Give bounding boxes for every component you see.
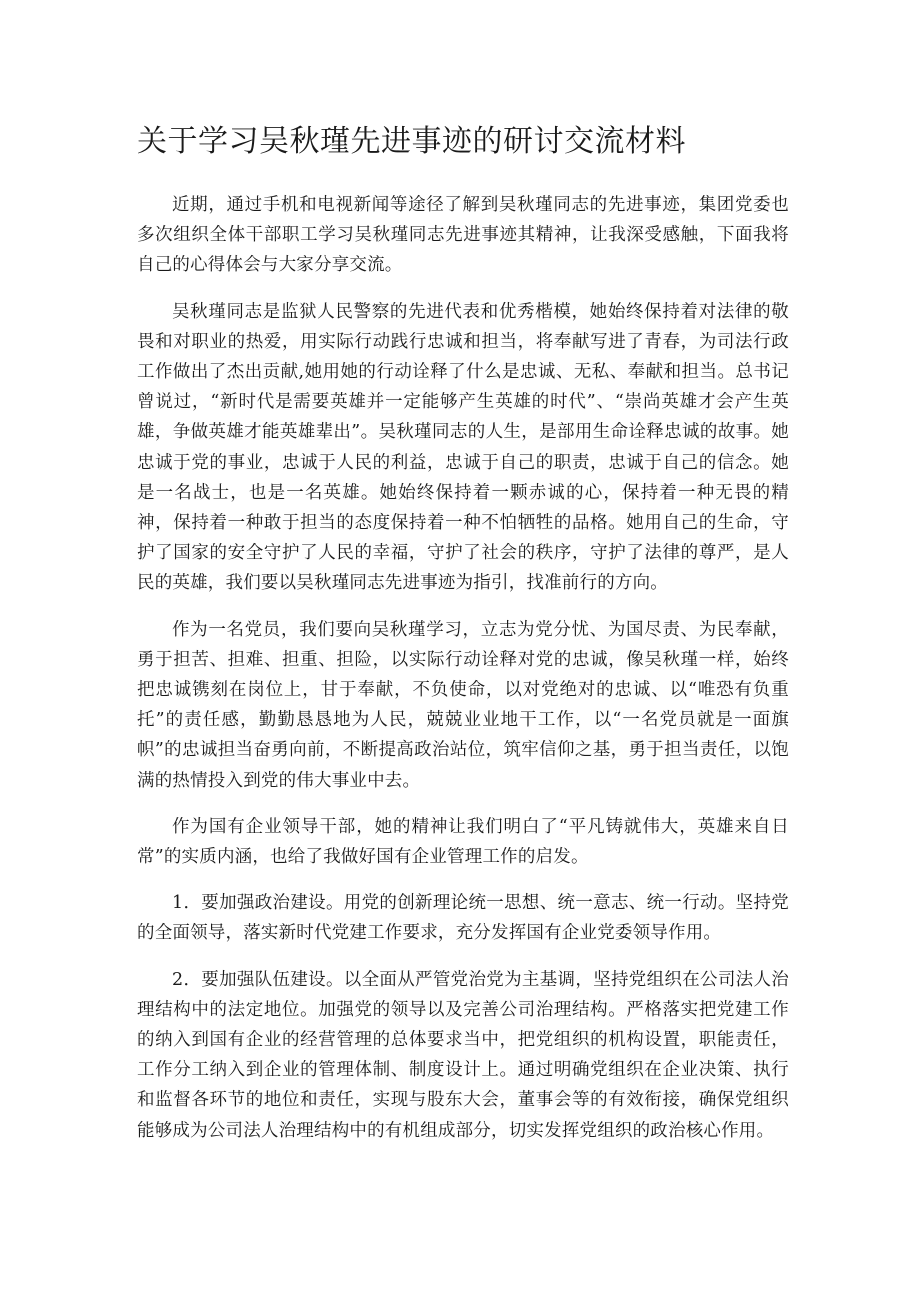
paragraph-point-2: 2．要加强队伍建设。以全面从严管党治党为主基调，坚持党组织在公司法人治理结构中的法定地位。加强党的领导以及完善公司治理结构。严格落实把党建工作的纳入到国有企业的经营管理的总体要求当中，把党组织的机构设置，职能责任，工作分工纳入到企业的管理体制、制度设计上。通过明确党组织在企业决策、执行和监督各环节的地位和责任，实现与股东大会，董事会等的有效衔接，确保党组织能够成为公司法人治理结构中的有机组成部分，切实发挥党组织的政治核心作用。 [137,969,789,1141]
paragraph-party-member: 作为一名党员，我们要向吴秋瑾学习，立志为党分忧、为国尽责、为民奉献，勇于担苦、担难、担重、担险，以实际行动诠释对党的忠诚，像吴秋瑾一样，始终把忠诚镌刻在岗位上，甘于奉献，不负使命，以对党绝对的忠诚、以“唯恐有负重托”的责任感，勤勤恳恳地为人民，兢兢业业地干工作，以“一名党员就是一面旗帜”的忠诚担当奋勇向前，不断提高政治站位，筑牢信仰之基，勇于担当责任，以饱满的热情投入到党的伟大事业中去。 [137,619,789,791]
paragraph-enterprise-leader: 作为国有企业领导干部，她的精神让我们明白了“平凡铸就伟大，英雄来自日常”的实质内涵，也给了我做好国有企业管理工作的启发。 [137,816,789,868]
paragraph-point-1: 1．要加强政治建设。用党的创新理论统一思想、统一意志、统一行动。坚持党的全面领导，落实新时代党建工作要求，充分发挥国有企业党委领导作用。 [137,893,789,944]
document-title: 关于学习吴秋瑾先进事迹的研讨交流材料 [137,124,686,159]
paragraph-hero-description: 吴秋瑾同志是监狱人民警察的先进代表和优秀楷模，她始终保持着对法律的敬畏和对职业的热爱，用实际行动践行忠诚和担当，将奉献写进了青春，为司法行政工作做出了杰出贡献,她用她的行动诠释了什么是忠诚、无私、奉献和担当。总书记曾说过，“新时代是需要英雄并一定能够产生英雄的时代”、“崇尚英雄才会产生英雄，争做英雄才能英雄辈出”。吴秋瑾同志的人生，是部用生命诠释忠诚的故事。她忠诚于党的事业，忠诚于人民的利益，忠诚于自己的职责，忠诚于自己的信念。她是一名战士，也是一名英雄。她始终保持着一颗赤诚的心，保持着一种无畏的精神，保持着一种敢于担当的态度保持着一种不怕牺牲的品格。她用自己的生命，守护了国家的安全守护了人民的幸福，守护了社会的秩序，守护了法律的尊严，是人民的英雄，我们要以吴秋瑾同志先进事迹为指引，找准前行的方向。 [137,301,789,594]
paragraph-intro: 近期，通过手机和电视新闻等途径了解到吴秋瑾同志的先进事迹，集团党委也多次组织全体干部职工学习吴秋瑾同志先进事迹其精神，让我深受感触，下面我将自己的心得体会与大家分享交流。 [137,195,789,276]
document-page [137,120,789,1162]
